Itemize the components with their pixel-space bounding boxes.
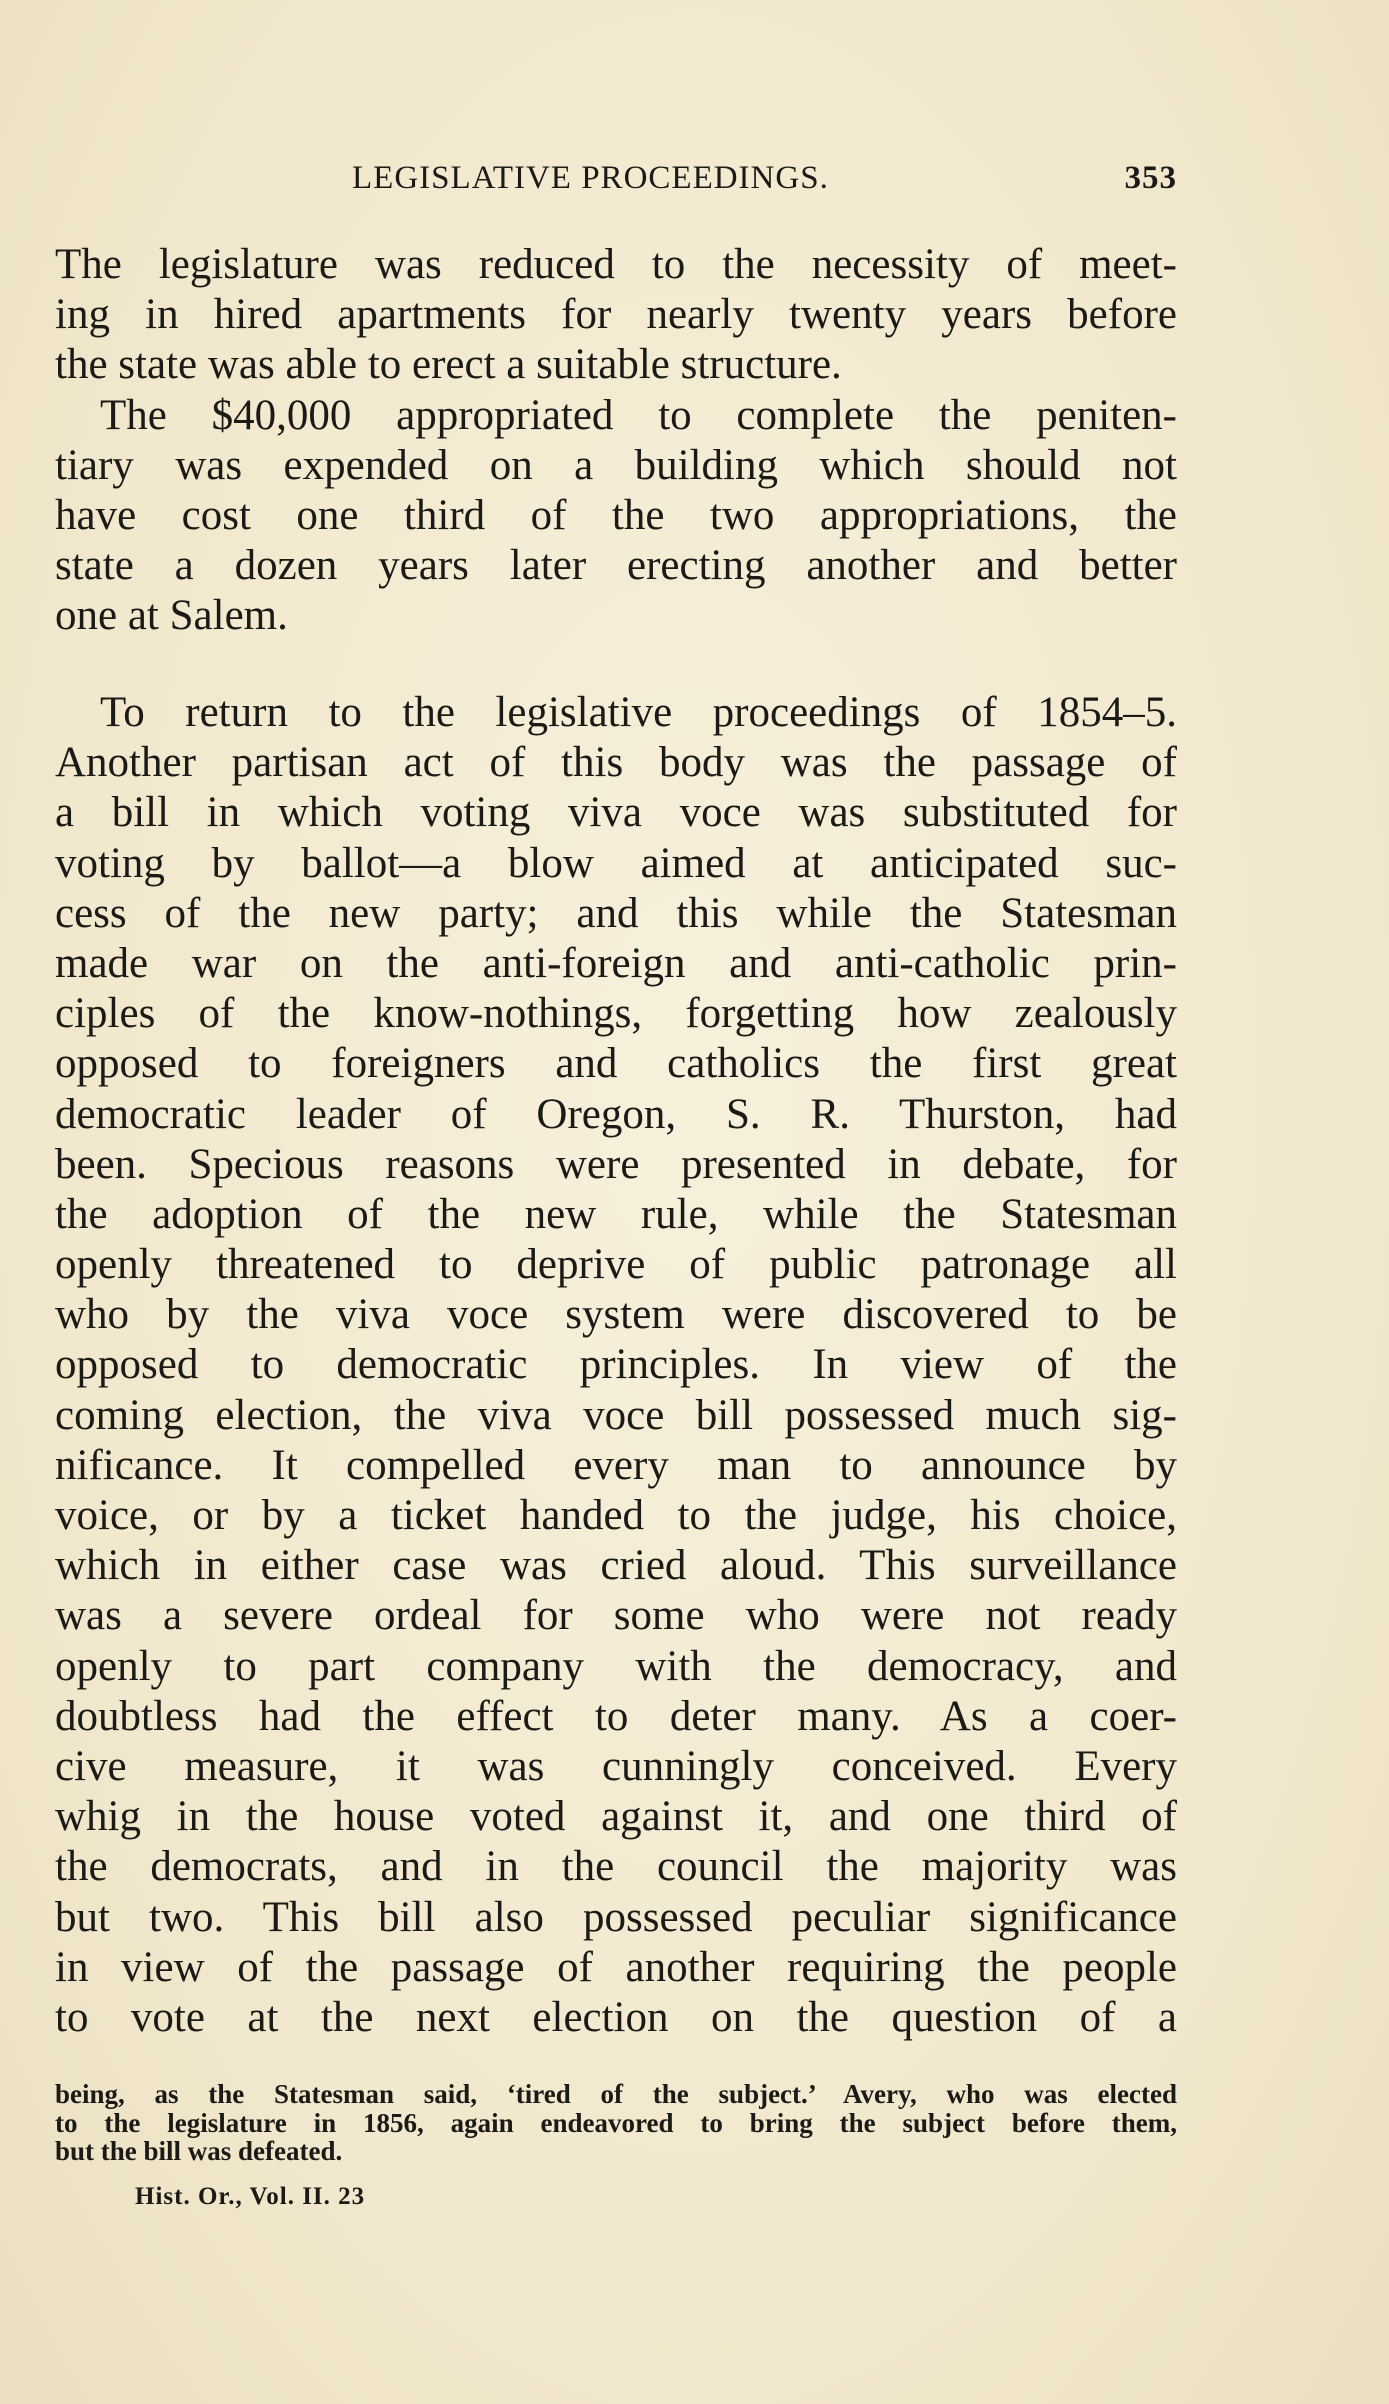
- text-line: whig in the house voted against it, and one third of: [55, 1793, 1177, 1841]
- page-number: 353: [1124, 160, 1177, 196]
- text-line: cess of the new party; and this while the Statesman: [55, 889, 1177, 937]
- text-line: democratic leader of Oregon, S. R. Thurston, had: [55, 1090, 1177, 1138]
- text-line: the adoption of the new rule, while the Statesman: [55, 1190, 1177, 1238]
- text-line: To return to the legislative proceedings of 1854–5.: [100, 689, 1177, 736]
- text-line: ciples of the know-nothings, forgetting how zealously: [55, 990, 1177, 1038]
- text-line: opposed to democratic principles. In view of the: [55, 1341, 1177, 1389]
- footnote: [55, 2080, 1177, 2166]
- text-line: one at Salem.: [55, 592, 288, 640]
- running-head: [352, 160, 1177, 200]
- footnote-line: being, as the Statesman said, ‘tired of the subject.’ Avery, who was elected: [55, 2079, 1177, 2109]
- text-line: doubtless had the effect to deter many. As a coer-: [55, 1692, 1177, 1740]
- signature-mark: Hist. Or., Vol. II. 23: [135, 2183, 366, 2210]
- text-line: who by the viva voce system were discovered to be: [55, 1291, 1177, 1339]
- text-line: have cost one third of the two appropriations, the: [55, 491, 1177, 539]
- text-line: The legislature was reduced to the necessity of meet-: [55, 241, 1177, 288]
- text-line: openly to part company with the democracy, and: [55, 1642, 1177, 1690]
- text-line: to vote at the next election on the question of a: [55, 1993, 1177, 2041]
- footnote-line: to the legislature in 1856, again endeavored to bring the subject before them,: [55, 2107, 1177, 2138]
- footnote-line: but the bill was defeated.: [55, 2136, 343, 2166]
- text-line: opposed to foreigners and catholics the first great: [55, 1040, 1177, 1088]
- text-line: made war on the anti-foreign and anti-catholic prin-: [55, 939, 1177, 987]
- text-line: been. Specious reasons were presented in debate, for: [55, 1140, 1177, 1188]
- text-line: coming election, the viva voce bill possessed much sig-: [55, 1391, 1177, 1439]
- text-line: voice, or by a ticket handed to the judge, his choice,: [55, 1492, 1177, 1539]
- text-line: was a severe ordeal for some who were not ready: [55, 1592, 1177, 1640]
- running-head-title: LEGISLATIVE PROCEEDINGS.: [352, 160, 829, 196]
- text-line: voting by ballot—a blow aimed at anticipated suc-: [55, 839, 1177, 887]
- text-line: cive measure, it was cunningly conceived. Every: [55, 1742, 1177, 1790]
- text-line: but two. This bill also possessed peculiar significance: [55, 1893, 1177, 1941]
- text-line: a bill in which voting viva voce was substituted for: [55, 789, 1177, 837]
- text-line: tiary was expended on a building which should not: [55, 441, 1177, 489]
- text-line: state a dozen years later erecting another and better: [55, 542, 1177, 590]
- text-line: which in either case was cried aloud. This surveillance: [55, 1542, 1177, 1590]
- text-line: nificance. It compelled every man to announce by: [55, 1441, 1177, 1489]
- text-line: openly threatened to deprive of public patronage all: [55, 1241, 1177, 1289]
- text-line: The $40,000 appropriated to complete the peniten-: [100, 391, 1177, 439]
- body-text-upper: [55, 240, 1177, 642]
- text-line: Another partisan act of this body was the passage of: [55, 739, 1177, 787]
- body-text-main: [55, 688, 1177, 2043]
- text-line: in view of the passage of another requiring the people: [55, 1943, 1177, 1991]
- text-line: ing in hired apartments for nearly twenty years before: [55, 291, 1177, 339]
- text-line: the democrats, and in the council the majority was: [55, 1843, 1177, 1891]
- text-line: the state was able to erect a suitable structure.: [55, 341, 842, 389]
